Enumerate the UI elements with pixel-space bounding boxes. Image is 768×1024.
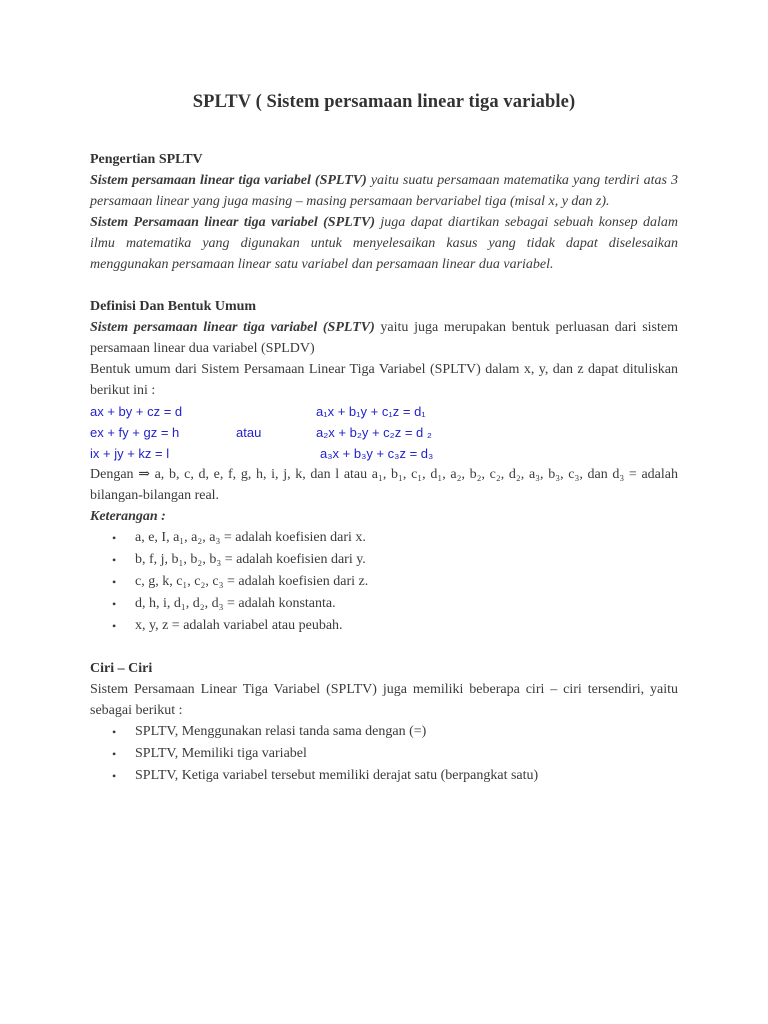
bullet-icon: • — [112, 531, 117, 545]
bullet-icon: • — [112, 597, 117, 611]
equation-row-3 — [90, 443, 678, 464]
emphasis-term: Sistem persamaan linear tiga variabel (SPLTV) — [90, 320, 375, 335]
section-heading-ciri: Ciri – Ciri — [90, 661, 153, 676]
equation-right: a₃x + b₃y + c₃z = d₃ — [320, 446, 434, 461]
bullet-icon: • — [112, 725, 117, 739]
list-item — [90, 593, 678, 615]
list-item-text: c, g, k, c₁, c₂, c₃ = adalah koefisien dari z. — [135, 574, 369, 589]
spacer — [90, 637, 678, 658]
paragraph-bentuk-umum: Bentuk umum dari Sistem Persamaan Linear Tiga Variabel (SPLTV) dalam x, y, dan z dapat dituliskan berikut ini : — [90, 362, 678, 398]
paragraph-pengertian-2 — [90, 212, 678, 275]
list-item — [90, 527, 678, 549]
emphasis-term: Sistem persamaan linear tiga variabel (SPLTV) — [90, 173, 367, 188]
document-body — [90, 92, 678, 787]
equation-left: ex + fy + gz = h — [90, 425, 180, 440]
paragraph-text: juga dapat diartikan sebagai sebuah konsep dalam ilmu matematika yang digunakan untuk menyelesaikan kasus yang tidak dapat diselesaikan menggunakan persamaan linear satu variabel dan persamaan linear dua variabel. — [90, 215, 679, 272]
equation-right: a₂x + b₂y + c₂z = d ₂ — [316, 425, 432, 440]
equation-row-2 — [90, 422, 678, 443]
document-title: SPLTV ( Sistem persamaan linear tiga variable) — [192, 92, 576, 112]
list-item-text: SPLTV, Menggunakan relasi tanda sama dengan (=) — [135, 724, 427, 739]
equation-left: ax + by + cz = d — [90, 404, 183, 419]
paragraph-pengertian-1 — [90, 170, 678, 212]
list-item — [90, 721, 678, 743]
list-item-text: SPLTV, Ketiga variabel tersebut memiliki derajat satu (berpangkat satu) — [135, 768, 539, 783]
ciri-list — [90, 721, 678, 787]
equation-left: ix + jy + kz = l — [90, 446, 170, 461]
section-heading-definisi: Definisi Dan Bentuk Umum — [90, 299, 257, 314]
keterangan-label: Keterangan : — [90, 509, 166, 524]
list-item — [90, 765, 678, 787]
list-item-text: SPLTV, Memiliki tiga variabel — [135, 746, 307, 761]
emphasis-term: Sistem Persamaan linear tiga variabel (SPLTV) — [90, 215, 375, 230]
keterangan-list — [90, 527, 678, 637]
list-item-text: b, f, j, b₁, b₂, b₃ = adalah koefisien dari y. — [135, 552, 366, 567]
bullet-icon: • — [112, 747, 117, 761]
paragraph-text: yaitu juga merupakan bentuk perluasan dari sistem persamaan linear dua variabel (SPLDV) — [90, 320, 678, 356]
list-item-text: d, h, i, d₁, d₂, d₃ = adalah konstanta. — [135, 596, 336, 611]
bullet-icon: • — [112, 769, 117, 783]
bullet-icon: • — [112, 575, 117, 589]
list-item-text: a, e, I, a₁, a₂, a₃ = adalah koefisien dari x. — [135, 530, 366, 545]
equation-row-1 — [90, 401, 678, 422]
equation-right: a₁x + b₁y + c₁z = d₁ — [316, 404, 426, 419]
list-item-text: x, y, z = adalah variabel atau peubah. — [135, 618, 343, 633]
paragraph-ciri: Sistem Persamaan Linear Tiga Variabel (SPLTV) juga memiliki beberapa ciri – ciri tersendiri, yaitu sebagai berikut : — [90, 682, 678, 718]
list-item — [90, 571, 678, 593]
paragraph-text: yaitu suatu persamaan matematika yang terdiri atas 3 persamaan linear yang juga masing – masing persamaan bervariabel tiga (misal x, y dan z). — [90, 173, 678, 209]
bullet-icon: • — [112, 553, 117, 567]
bullet-icon: • — [112, 619, 117, 633]
paragraph-definisi-1 — [90, 317, 678, 359]
section-heading-pengertian: Pengertian SPLTV — [90, 152, 203, 167]
list-item — [90, 549, 678, 571]
paragraph-dengan: Dengan ⇒ a, b, c, d, e, f, g, h, i, j, k, dan l atau a₁, b₁, c₁, d₁, a₂, b₂, c₂, d₂, a₃, b₃, c₃, dan d₃ = adalah bilangan-bilangan real. — [90, 467, 678, 503]
spacer — [90, 275, 678, 296]
list-item — [90, 743, 678, 765]
equation-connector: atau — [236, 425, 262, 440]
list-item — [90, 615, 678, 637]
